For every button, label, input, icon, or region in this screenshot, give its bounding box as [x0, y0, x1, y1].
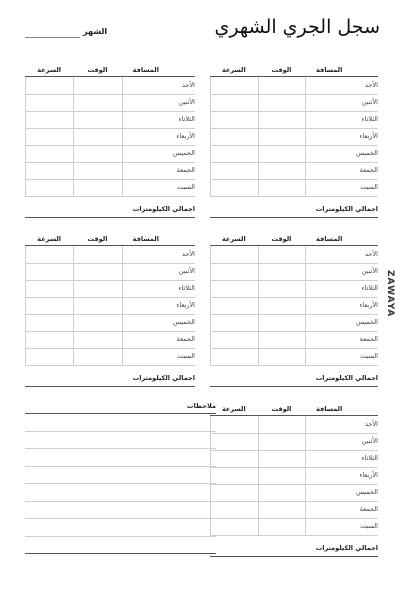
time-header: الوقت: [271, 405, 292, 413]
speed-cell[interactable]: [210, 77, 259, 94]
distance-header: المسافة: [132, 66, 159, 74]
distance-cell[interactable]: [122, 111, 171, 128]
table-row: [210, 246, 378, 264]
speed-cell[interactable]: [210, 263, 259, 280]
distance-cell[interactable]: [122, 280, 171, 297]
time-cell[interactable]: [258, 280, 307, 297]
speed-cell[interactable]: [210, 467, 259, 484]
distance-cell[interactable]: [305, 77, 354, 94]
table-row: [210, 145, 378, 163]
speed-cell[interactable]: [210, 162, 259, 179]
time-cell[interactable]: [258, 128, 307, 145]
distance-cell[interactable]: [305, 450, 354, 467]
table-row: [210, 416, 378, 434]
total-km-line[interactable]: [25, 386, 195, 387]
time-cell[interactable]: [258, 450, 307, 467]
speed-cell[interactable]: [25, 128, 74, 145]
time-header: الوقت: [87, 235, 108, 243]
speed-cell[interactable]: [210, 94, 259, 111]
distance-cell[interactable]: [122, 263, 171, 280]
speed-cell[interactable]: [25, 246, 74, 263]
table-row: [210, 179, 378, 197]
day-label: الأربعاء: [359, 301, 378, 309]
speed-cell[interactable]: [25, 297, 74, 314]
table-row: [210, 501, 378, 519]
time-cell[interactable]: [73, 331, 122, 348]
time-cell[interactable]: [258, 518, 307, 535]
time-cell[interactable]: [73, 128, 122, 145]
total-km-label: اجمالي الكيلومترات: [132, 205, 195, 213]
day-label: الأربعاء: [359, 132, 378, 140]
time-cell[interactable]: [73, 179, 122, 196]
distance-cell[interactable]: [305, 501, 354, 518]
table-row: [210, 77, 378, 95]
speed-cell[interactable]: [25, 77, 74, 94]
distance-cell[interactable]: [305, 145, 354, 162]
speed-cell[interactable]: [210, 314, 259, 331]
table-row: [25, 128, 195, 146]
speed-header: السرعة: [37, 66, 62, 74]
table-row: [25, 314, 195, 332]
table-row: [210, 280, 378, 298]
distance-cell[interactable]: [122, 331, 171, 348]
distance-cell[interactable]: [305, 246, 354, 263]
table-row: [210, 128, 378, 146]
table-row: [25, 77, 195, 95]
time-header: الوقت: [271, 66, 292, 74]
time-cell[interactable]: [258, 314, 307, 331]
day-label: الأثنين: [178, 98, 195, 106]
table-row: [210, 263, 378, 281]
table-row: [25, 280, 195, 298]
speed-cell[interactable]: [25, 348, 74, 365]
distance-cell[interactable]: [305, 297, 354, 314]
day-label: الأثنين: [361, 437, 378, 445]
table-row: [210, 111, 378, 129]
total-km-line[interactable]: [210, 556, 378, 557]
table-row: [210, 348, 378, 366]
time-cell[interactable]: [258, 77, 307, 94]
week-log-table: [210, 405, 378, 555]
distance-header: المسافة: [316, 235, 343, 243]
table-row: [25, 94, 195, 112]
distance-cell[interactable]: [122, 297, 171, 314]
notes-line[interactable]: [25, 431, 216, 432]
time-cell[interactable]: [258, 467, 307, 484]
speed-cell[interactable]: [25, 111, 74, 128]
day-label: الأحد: [365, 250, 378, 258]
notes-line[interactable]: [25, 413, 216, 414]
table-row: [25, 179, 195, 197]
speed-cell[interactable]: [210, 484, 259, 501]
time-cell[interactable]: [258, 484, 307, 501]
total-km-label: اجمالي الكيلومترات: [315, 374, 378, 382]
day-label: الخميس: [356, 149, 378, 157]
distance-cell[interactable]: [305, 179, 354, 196]
distance-header: المسافة: [132, 235, 159, 243]
distance-header: المسافة: [316, 66, 343, 74]
time-cell[interactable]: [258, 145, 307, 162]
time-cell[interactable]: [258, 348, 307, 365]
time-cell[interactable]: [73, 145, 122, 162]
day-label: الثلاثاء: [361, 115, 378, 123]
month-label: الشهر: [83, 27, 108, 36]
total-km-line[interactable]: [210, 217, 378, 218]
brand-logo: ZAWAYA: [385, 270, 395, 318]
day-label: الخميس: [356, 318, 378, 326]
day-label: الأثنين: [361, 267, 378, 275]
speed-cell[interactable]: [210, 179, 259, 196]
total-km-label: اجمالي الكيلومترات: [315, 205, 378, 213]
table-row: [210, 433, 378, 451]
day-label: الثلاثاء: [361, 284, 378, 292]
time-cell[interactable]: [73, 77, 122, 94]
time-header: الوقت: [87, 66, 108, 74]
time-cell[interactable]: [73, 280, 122, 297]
day-label: الأثنين: [361, 98, 378, 106]
table-row: [210, 94, 378, 112]
notes-line[interactable]: [25, 448, 216, 449]
week-log-table: [25, 66, 195, 216]
day-label: الجمعة: [176, 166, 195, 174]
speed-cell[interactable]: [210, 450, 259, 467]
speed-cell[interactable]: [210, 145, 259, 162]
day-label: الأحد: [182, 250, 195, 258]
table-row: [25, 145, 195, 163]
speed-cell[interactable]: [210, 416, 259, 433]
time-cell[interactable]: [258, 111, 307, 128]
time-cell[interactable]: [73, 314, 122, 331]
day-label: الخميس: [173, 318, 195, 326]
speed-cell[interactable]: [25, 162, 74, 179]
speed-cell[interactable]: [25, 263, 74, 280]
distance-cell[interactable]: [305, 162, 354, 179]
table-row: [210, 450, 378, 468]
day-label: الأربعاء: [176, 301, 195, 309]
speed-header: السرعة: [221, 405, 246, 413]
distance-cell[interactable]: [305, 331, 354, 348]
table-row: [25, 111, 195, 129]
time-cell[interactable]: [258, 416, 307, 433]
distance-cell[interactable]: [305, 518, 354, 535]
time-cell[interactable]: [258, 162, 307, 179]
notes-line[interactable]: [25, 536, 216, 537]
total-km-label: اجمالي الكيلومترات: [315, 544, 378, 552]
table-row: [25, 348, 195, 366]
speed-cell[interactable]: [210, 111, 259, 128]
week-log-table: [210, 235, 378, 385]
distance-cell[interactable]: [305, 467, 354, 484]
day-label: الخميس: [173, 149, 195, 157]
speed-cell[interactable]: [210, 518, 259, 535]
total-km-line[interactable]: [210, 386, 378, 387]
time-cell[interactable]: [258, 297, 307, 314]
time-cell[interactable]: [73, 297, 122, 314]
speed-cell[interactable]: [25, 94, 74, 111]
day-label: الثلاثاء: [361, 454, 378, 462]
distance-cell[interactable]: [122, 348, 171, 365]
time-cell[interactable]: [258, 246, 307, 263]
distance-cell[interactable]: [305, 128, 354, 145]
day-label: السبت: [360, 522, 378, 530]
notes-line[interactable]: [25, 466, 216, 467]
distance-cell[interactable]: [305, 280, 354, 297]
distance-cell[interactable]: [305, 348, 354, 365]
total-km-line[interactable]: [25, 217, 195, 218]
day-label: الجمعة: [359, 335, 378, 343]
table-row: [210, 162, 378, 180]
distance-cell[interactable]: [122, 145, 171, 162]
month-input-line[interactable]: [25, 37, 80, 38]
distance-cell[interactable]: [122, 314, 171, 331]
table-row: [25, 246, 195, 264]
distance-cell[interactable]: [305, 416, 354, 433]
speed-header: السرعة: [221, 66, 246, 74]
table-row: [210, 467, 378, 485]
time-cell[interactable]: [258, 263, 307, 280]
distance-cell[interactable]: [305, 111, 354, 128]
day-label: الأربعاء: [176, 132, 195, 140]
table-row: [210, 484, 378, 502]
time-cell[interactable]: [73, 246, 122, 263]
notes-line[interactable]: [25, 483, 216, 484]
day-label: الثلاثاء: [178, 115, 195, 123]
total-km-label: اجمالي الكيلومترات: [132, 374, 195, 382]
time-cell[interactable]: [73, 162, 122, 179]
distance-cell[interactable]: [305, 94, 354, 111]
day-label: الأحد: [365, 420, 378, 428]
table-row: [210, 518, 378, 536]
speed-cell[interactable]: [25, 280, 74, 297]
speed-cell[interactable]: [210, 280, 259, 297]
table-row: [25, 297, 195, 315]
notes-line[interactable]: [25, 501, 216, 502]
time-cell[interactable]: [258, 501, 307, 518]
table-row: [25, 162, 195, 180]
speed-cell[interactable]: [25, 314, 74, 331]
speed-cell[interactable]: [25, 179, 74, 196]
table-row: [25, 263, 195, 281]
distance-cell[interactable]: [305, 433, 354, 450]
speed-cell[interactable]: [210, 433, 259, 450]
time-cell[interactable]: [258, 94, 307, 111]
distance-header: المسافة: [316, 405, 343, 413]
table-row: [210, 297, 378, 315]
day-label: الخميس: [356, 488, 378, 496]
day-label: الجمعة: [359, 505, 378, 513]
distance-cell[interactable]: [305, 484, 354, 501]
distance-cell[interactable]: [122, 179, 171, 196]
distance-cell[interactable]: [305, 263, 354, 280]
speed-header: السرعة: [37, 235, 62, 243]
day-label: الأثنين: [178, 267, 195, 275]
speed-cell[interactable]: [25, 145, 74, 162]
day-label: الأربعاء: [359, 471, 378, 479]
speed-cell[interactable]: [210, 246, 259, 263]
time-cell[interactable]: [73, 263, 122, 280]
distance-cell[interactable]: [122, 94, 171, 111]
day-label: السبت: [360, 183, 378, 191]
speed-cell[interactable]: [210, 331, 259, 348]
speed-cell[interactable]: [210, 297, 259, 314]
day-label: السبت: [177, 352, 195, 360]
distance-cell[interactable]: [122, 77, 171, 94]
distance-cell[interactable]: [122, 128, 171, 145]
distance-cell[interactable]: [305, 314, 354, 331]
day-label: الأحد: [365, 81, 378, 89]
page-title: سجل الجري الشهري: [214, 16, 380, 38]
table-row: [25, 331, 195, 349]
distance-cell[interactable]: [122, 246, 171, 263]
notes-label: ملاحظات: [187, 402, 216, 410]
speed-cell[interactable]: [25, 331, 74, 348]
day-label: السبت: [360, 352, 378, 360]
day-label: الجمعة: [176, 335, 195, 343]
day-label: الأحد: [182, 81, 195, 89]
distance-cell[interactable]: [122, 162, 171, 179]
time-cell[interactable]: [73, 111, 122, 128]
time-cell[interactable]: [73, 94, 122, 111]
speed-cell[interactable]: [210, 348, 259, 365]
time-cell[interactable]: [258, 433, 307, 450]
day-label: السبت: [177, 183, 195, 191]
time-cell[interactable]: [258, 179, 307, 196]
time-cell[interactable]: [258, 331, 307, 348]
speed-cell[interactable]: [210, 501, 259, 518]
table-row: [210, 314, 378, 332]
notes-line[interactable]: [25, 553, 216, 554]
week-log-table: [25, 235, 195, 385]
week-log-table: [210, 66, 378, 216]
speed-cell[interactable]: [210, 128, 259, 145]
time-header: الوقت: [271, 235, 292, 243]
day-label: الثلاثاء: [178, 284, 195, 292]
speed-header: السرعة: [221, 235, 246, 243]
notes-line[interactable]: [25, 518, 216, 519]
table-row: [210, 331, 378, 349]
day-label: الجمعة: [359, 166, 378, 174]
time-cell[interactable]: [73, 348, 122, 365]
